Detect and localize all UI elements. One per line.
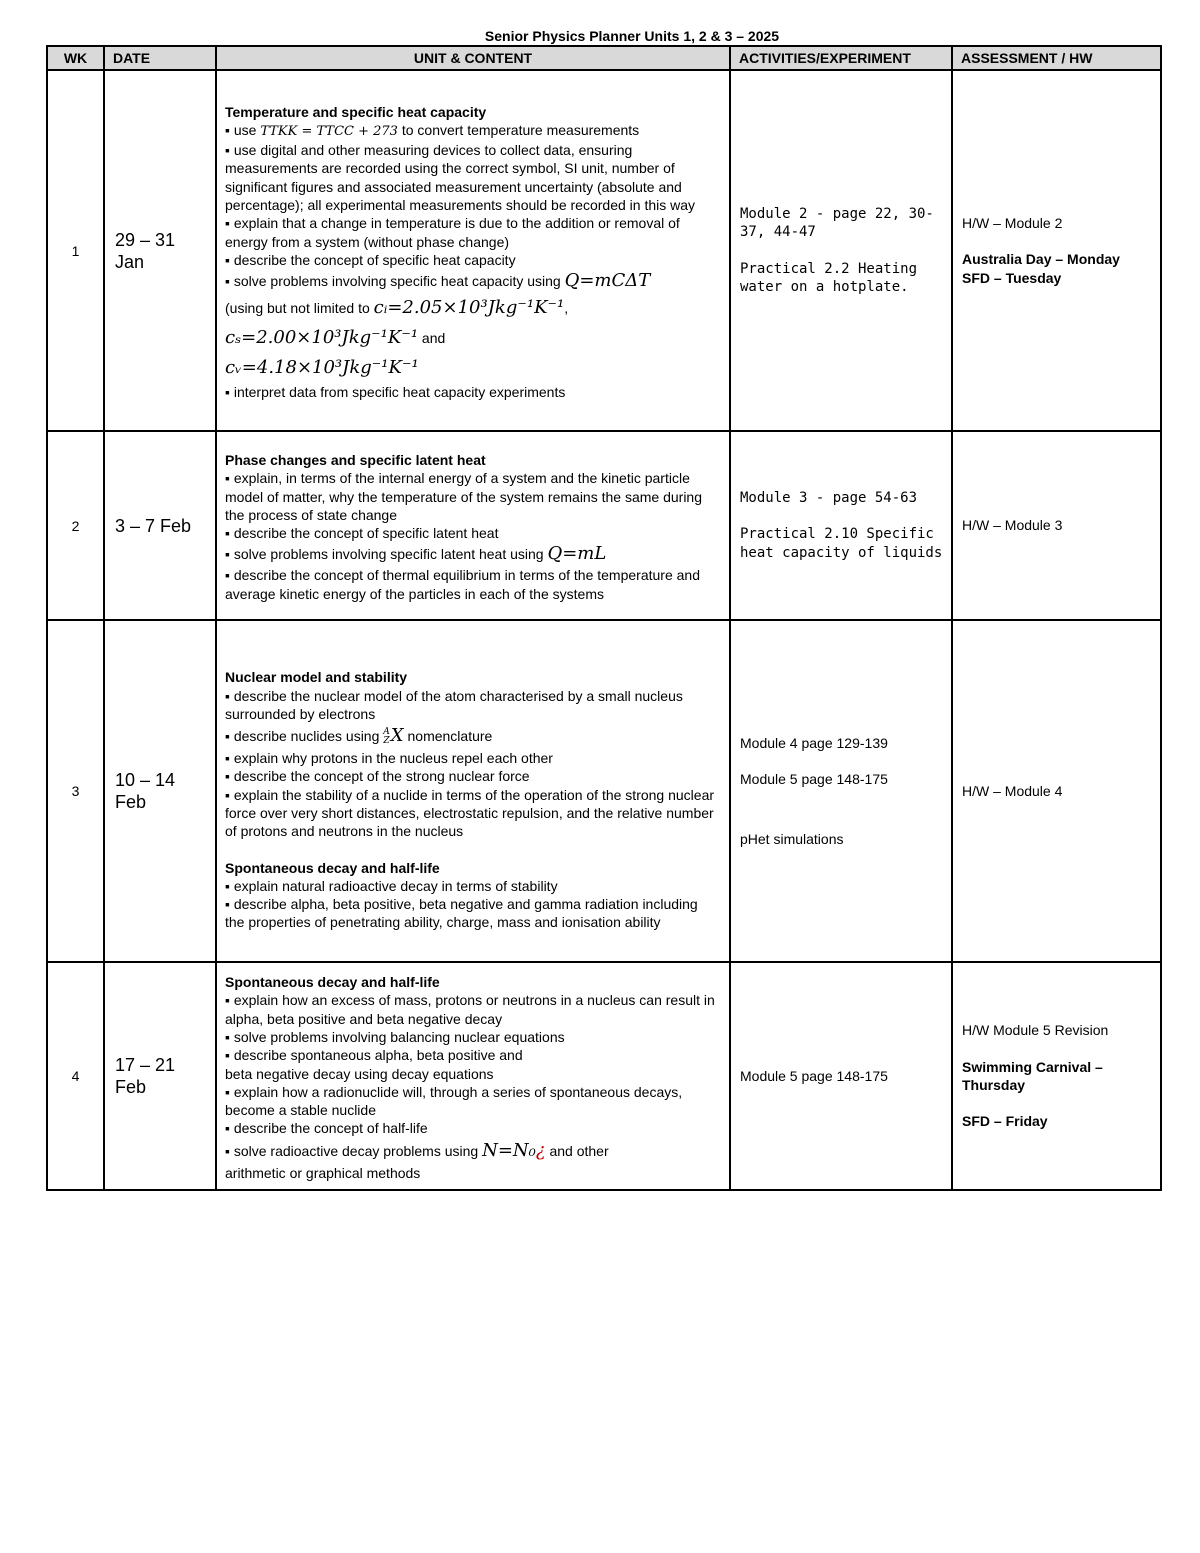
activity-item: Module 4 page 129-139 xyxy=(740,734,888,751)
bullet-text: nomenclature xyxy=(403,728,493,745)
spacer xyxy=(962,1040,1160,1058)
event-note: Swimming Carnival – Thursday xyxy=(962,1058,1103,1093)
bullet-text: ▪ solve radioactive decay problems using xyxy=(225,1142,483,1159)
content-bullet: ▪ explain, in terms of the internal energy of a system and the kinetic particle model of matter, why the temperature of the system remains the same during the process of state change xyxy=(225,470,702,523)
formula: cᵢ=2.05×10³Jkg⁻¹K⁻¹ xyxy=(373,297,565,319)
topic-heading: Temperature and specific heat capacity xyxy=(225,103,487,120)
assessment-cell xyxy=(952,431,1161,620)
content-bullet: ▪ describe the concept of the strong nuclear force xyxy=(225,768,530,785)
table-row-week-4 xyxy=(47,962,1161,1190)
activity-item: pHet simulations xyxy=(740,831,844,848)
event-note: SFD – Friday xyxy=(962,1113,1048,1130)
formula: N=N₀ xyxy=(482,1139,536,1161)
date-line-2: Feb xyxy=(115,1077,147,1097)
content-bullet xyxy=(225,293,721,323)
topic-heading: Nuclear model and stability xyxy=(225,669,408,686)
activities-cell xyxy=(730,70,952,431)
nuclide-notation xyxy=(383,728,390,746)
content-bullet: ▪ describe the nuclear model of the atom characterised by a small nucleus surrounded by electrons xyxy=(225,687,683,722)
content-bullet xyxy=(225,269,721,293)
unit-content xyxy=(216,70,730,431)
topic-heading: Phase changes and specific latent heat xyxy=(225,451,486,468)
week-date xyxy=(104,962,216,1190)
content-bullet: ▪ solve problems involving balancing nuclear equations xyxy=(225,1028,565,1045)
week-number: 2 xyxy=(47,431,104,620)
activities-cell xyxy=(730,620,952,962)
content-bullet: ▪ describe the concept of specific heat capacity xyxy=(225,251,516,268)
assessment-cell xyxy=(952,962,1161,1190)
activity-item: Module 5 page 148-175 xyxy=(740,770,888,787)
event-note: SFD – Tuesday xyxy=(962,269,1062,286)
spacer xyxy=(962,232,1160,250)
activity-item: Module 3 - page 54-63 xyxy=(740,490,918,507)
content-bullet: ▪ describe the concept of specific latent heat xyxy=(225,525,499,542)
week-number: 3 xyxy=(47,620,104,962)
content-bullet: ▪ explain how a radionuclide will, through a series of spontaneous decays, become a stable nuclide xyxy=(225,1083,683,1119)
content-bullet: ▪ explain natural radioactive decay in terms of stability xyxy=(225,877,558,894)
spacer xyxy=(740,788,951,812)
date-line-2: Jan xyxy=(115,251,145,272)
atomic-number: Z xyxy=(383,736,390,747)
formula: Q=mL xyxy=(547,543,607,565)
bullet-text: and xyxy=(418,330,446,347)
week-date xyxy=(104,620,216,962)
week-number: 4 xyxy=(47,962,104,1190)
bullet-text: ▪ use xyxy=(225,121,261,138)
header-row xyxy=(47,46,1161,70)
topic-heading: Spontaneous decay and half-life xyxy=(225,859,440,876)
week-date: 3 – 7 Feb xyxy=(104,431,216,620)
homework-item: H/W Module 5 Revision xyxy=(962,1022,1109,1039)
date-line-1: 10 – 14 xyxy=(115,770,176,790)
table-row-week-1 xyxy=(47,70,1161,431)
bullet-text: and other xyxy=(545,1142,609,1159)
content-bullet: ▪ explain that a change in temperature is due to the addition or removal of energy from a system (without phase change) xyxy=(225,215,680,250)
activities-cell xyxy=(730,962,952,1190)
spacer xyxy=(962,1094,1160,1112)
content-bullet: ▪ explain the stability of a nuclide in terms of the operation of the strong nuclear force over very short distances, electrostatic repulsion, and the relative number of protons and neutrons in the nucleus xyxy=(225,786,715,840)
spacer xyxy=(740,242,951,260)
content-bullet: ▪ explain why protons in the nucleus repel each other xyxy=(225,750,553,767)
activity-item: Module 5 page 148-175 xyxy=(740,1067,888,1084)
content-bullet: arithmetic or graphical methods xyxy=(225,1164,421,1181)
mass-number: A xyxy=(383,727,390,738)
unit-content xyxy=(216,620,730,962)
page-title: Senior Physics Planner Units 1, 2 & 3 – 2025 xyxy=(484,28,780,44)
bullet-text: (using but not limited to xyxy=(225,300,374,317)
formula: cᵥ=4.18×10³Jkg⁻¹K⁻¹ xyxy=(225,357,419,379)
formula: cₛ=2.00×10³Jkg⁻¹K⁻¹ xyxy=(225,327,419,349)
bullet-text: , xyxy=(564,300,569,317)
activity-item: Practical 2.10 Specific heat capacity of liquids xyxy=(740,526,943,561)
content-bullet: ▪ describe spontaneous alpha, beta positive and xyxy=(225,1047,523,1064)
week-date xyxy=(104,70,216,431)
spacer xyxy=(740,812,951,830)
date-line-1: 29 – 31 xyxy=(115,229,176,250)
formula: Q=mCΔT xyxy=(564,270,651,292)
content-bullet xyxy=(225,542,721,566)
content-bullet: ▪ describe the concept of half-life xyxy=(225,1120,428,1137)
content-bullet: ▪ describe alpha, beta positive, beta negative and gamma radiation including the properties of penetrating ability, charge, mass and ionisation ability xyxy=(225,896,698,931)
week-number: 1 xyxy=(47,70,104,431)
homework-item: H/W – Module 4 xyxy=(962,782,1063,799)
content-bullet xyxy=(225,723,721,749)
topic-heading: Spontaneous decay and half-life xyxy=(225,974,440,991)
date-line-1: 17 – 21 xyxy=(115,1055,176,1075)
activity-item: Practical 2.2 Heating water on a hotplate. xyxy=(740,260,918,295)
content-bullet xyxy=(225,323,721,353)
bullet-text: to convert temperature measurements xyxy=(397,121,640,138)
planner-table xyxy=(46,45,1162,1191)
activity-item: Module 2 - page 22, 30-37, 44-47 xyxy=(740,205,934,241)
table-row-week-2 xyxy=(47,431,1161,620)
content-bullet: ▪ describe the concept of thermal equilibrium in terms of the temperature and average kinetic energy of the particles in each of the systems xyxy=(225,567,700,602)
unit-content xyxy=(216,431,730,620)
content-bullet: ▪ interpret data from specific heat capacity experiments xyxy=(225,384,566,401)
date-line-2: Feb xyxy=(115,792,147,812)
bullet-text: ▪ describe nuclides using xyxy=(225,728,384,745)
bullet-text: ▪ solve problems involving specific heat capacity using xyxy=(225,273,565,290)
error-glyph: ¿ xyxy=(535,1139,546,1161)
formula: TTKK = TTCC + 273 xyxy=(260,123,398,139)
activities-cell xyxy=(730,431,952,620)
event-note: Australia Day – Monday xyxy=(962,251,1120,268)
header-date: DATE xyxy=(104,46,216,70)
content-bullet: ▪ use digital and other measuring devices to collect data, ensuring measurements are recorded using the correct symbol, SI unit, number of significant figures and associated measurement uncertainty (absolute and percentage); all experimental measurements should be recorded in this way xyxy=(225,142,696,213)
header-activities: ACTIVITIES/EXPERIMENT xyxy=(730,46,952,70)
content-bullet xyxy=(225,353,721,383)
homework-item: H/W – Module 3 xyxy=(962,517,1063,534)
assessment-cell xyxy=(952,70,1161,431)
formula: X xyxy=(390,725,404,747)
content-bullet: ▪ explain how an excess of mass, protons or neutrons in a nucleus can result in alpha, beta positive and beta negative decay xyxy=(225,992,715,1027)
header-wk: WK xyxy=(47,46,104,70)
header-assessment: ASSESSMENT / HW xyxy=(952,46,1161,70)
bullet-text: ▪ solve problems involving specific latent heat using xyxy=(225,546,548,563)
assessment-cell xyxy=(952,620,1161,962)
spacer xyxy=(740,507,951,525)
unit-content xyxy=(216,962,730,1190)
header-unit-content: UNIT & CONTENT xyxy=(216,46,730,70)
homework-item: H/W – Module 2 xyxy=(962,215,1063,232)
content-bullet xyxy=(225,1138,721,1164)
table-row-week-3 xyxy=(47,620,1161,962)
content-bullet xyxy=(225,121,721,141)
content-bullet: beta negative decay using decay equations xyxy=(225,1065,494,1082)
spacer xyxy=(225,841,721,859)
spacer xyxy=(740,752,951,770)
